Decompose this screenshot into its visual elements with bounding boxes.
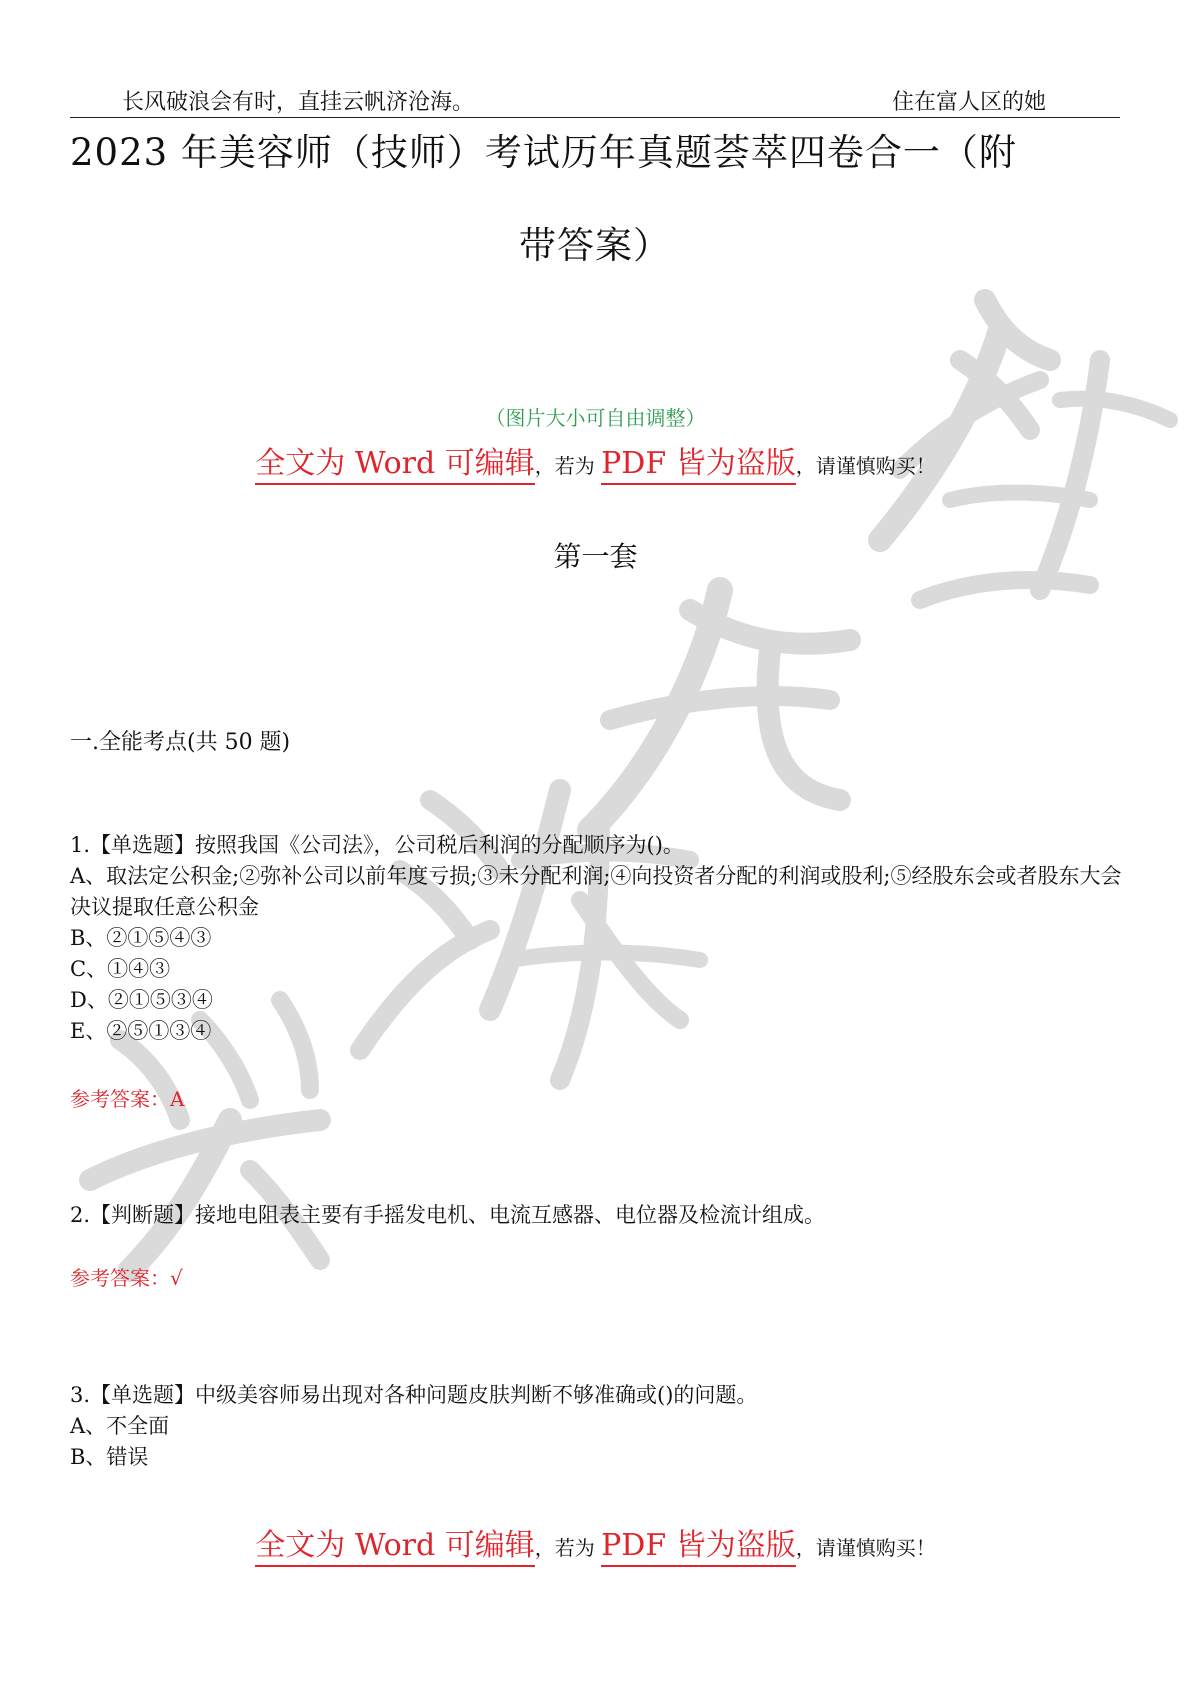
- question-stem: 2.【判断题】接地电阻表主要有手摇发电机、电流互感器、电位器及检流计组成。: [70, 1203, 826, 1227]
- question-option: B、错误: [70, 1445, 149, 1469]
- section-title: 一.全能考点(共 50 题): [70, 730, 291, 755]
- question-option: E、②⑤①③④: [70, 1019, 212, 1043]
- promo-caution: ，请谨慎购买！: [795, 454, 936, 478]
- header-rule: [70, 117, 1120, 118]
- promo-editable-text: 全文为 Word 可编辑: [255, 1528, 534, 1567]
- image-resize-note: （图片大小可自由调整）: [485, 406, 706, 430]
- promo-piracy-text: PDF 皆为盗版: [601, 446, 796, 485]
- header-motto: 长风破浪会有时，直挂云帆济沧海。: [122, 90, 475, 115]
- answer-1: 参考答案：A: [70, 1087, 185, 1111]
- question-option: B、②①⑤④③: [70, 926, 212, 950]
- promo-connector: ，若为: [534, 454, 602, 478]
- promo-banner-bottom: [0, 1520, 1191, 1564]
- question-3: [70, 1380, 1130, 1473]
- promo-editable-text: 全文为 Word 可编辑: [255, 446, 534, 485]
- document-title-line-2: 带答案）: [519, 224, 671, 267]
- question-stem: 3.【单选题】中级美容师易出现对各种问题皮肤判断不够准确或()的问题。: [70, 1383, 758, 1407]
- header-author: 住在富人区的她: [892, 90, 1047, 115]
- promo-banner-top: [0, 438, 1191, 482]
- set-title: 第一套: [553, 540, 638, 573]
- promo-connector: ，若为: [534, 1536, 602, 1560]
- question-option: C、①④③: [70, 957, 171, 981]
- question-2: [70, 1200, 1130, 1231]
- question-option: A、不全面: [70, 1414, 170, 1438]
- question-stem: 1.【单选题】按照我国《公司法》，公司税后利润的分配顺序为()。: [70, 833, 684, 857]
- document-title-line-1: 2023 年美容师（技师）考试历年真题荟萃四卷合一（附: [70, 131, 1017, 174]
- promo-piracy-text: PDF 皆为盗版: [601, 1528, 796, 1567]
- question-option: D、②①⑤③④: [70, 988, 213, 1012]
- question-1: [70, 830, 1130, 1047]
- answer-2: 参考答案：√: [70, 1266, 183, 1290]
- promo-caution: ，请谨慎购买！: [795, 1536, 936, 1560]
- question-option: A、取法定公积金;②弥补公司以前年度亏损;③未分配利润;④向投资者分配的利润或股利;⑤经股东会或者股东大会决议提取任意公积金: [70, 864, 1122, 919]
